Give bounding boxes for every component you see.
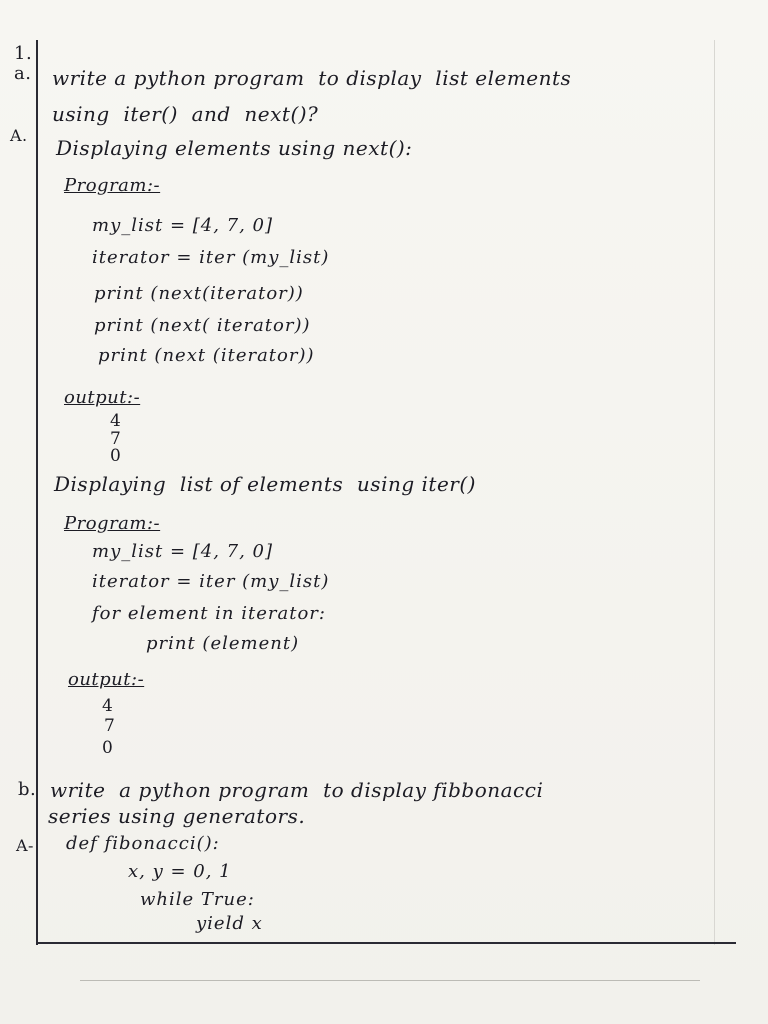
question-b-line1: write a python program to display fibbonacci [50,778,544,802]
bottom-rule [36,942,736,944]
section2-output-label: output:- [68,669,145,690]
section2-output-2: 7 [104,716,116,736]
answer-b-code-line4: yield x [196,913,263,934]
section2-program-label: Program:- [64,513,161,534]
section1-output-label: output:- [64,387,141,408]
answer-b-label: A- [16,836,34,855]
section2-code-line2: iterator = iter (my_list) [92,571,330,592]
answer-b-code-line1: def fibonacci(): [66,833,220,854]
question-number: 1. [14,43,33,64]
section1-code-line5: print (next (iterator)) [98,345,315,366]
section1-code-line4: print (next( iterator)) [94,315,311,336]
answer-b-code-line2: x, y = 0, 1 [128,861,232,882]
section2-output-1: 4 [102,696,114,716]
section2-code-line3: for element in iterator: [92,603,326,624]
answer-b-code-line3: while True: [140,889,255,910]
answer-a-label: A. [10,126,28,145]
section1-code-line2: iterator = iter (my_list) [92,247,330,268]
section2-code-line4: print (element) [146,633,300,654]
section1-output-3: 0 [110,446,122,466]
section1-code-line1: my_list = [4, 7, 0] [92,215,274,236]
section1-output-2: 7 [110,429,122,449]
part-b-label: b. [18,779,37,800]
page-edge [714,40,715,945]
section1-program-label: Program:- [64,175,161,196]
question-b-line2: series using generators. [48,804,306,828]
section1-heading: Displaying elements using next(): [56,136,413,160]
margin-line [36,40,38,945]
part-a-label: a. [14,63,32,84]
footer-rule [80,980,700,981]
section2-heading: Displaying list of elements using iter() [54,472,476,496]
section1-output-1: 4 [110,411,122,431]
section1-code-line3: print (next(iterator)) [94,283,304,304]
question-a-line1: write a python program to display list elements [52,66,572,90]
question-a-line2: using iter() and next()? [52,102,319,126]
section2-output-3: 0 [102,738,114,758]
section2-code-line1: my_list = [4, 7, 0] [92,541,274,562]
